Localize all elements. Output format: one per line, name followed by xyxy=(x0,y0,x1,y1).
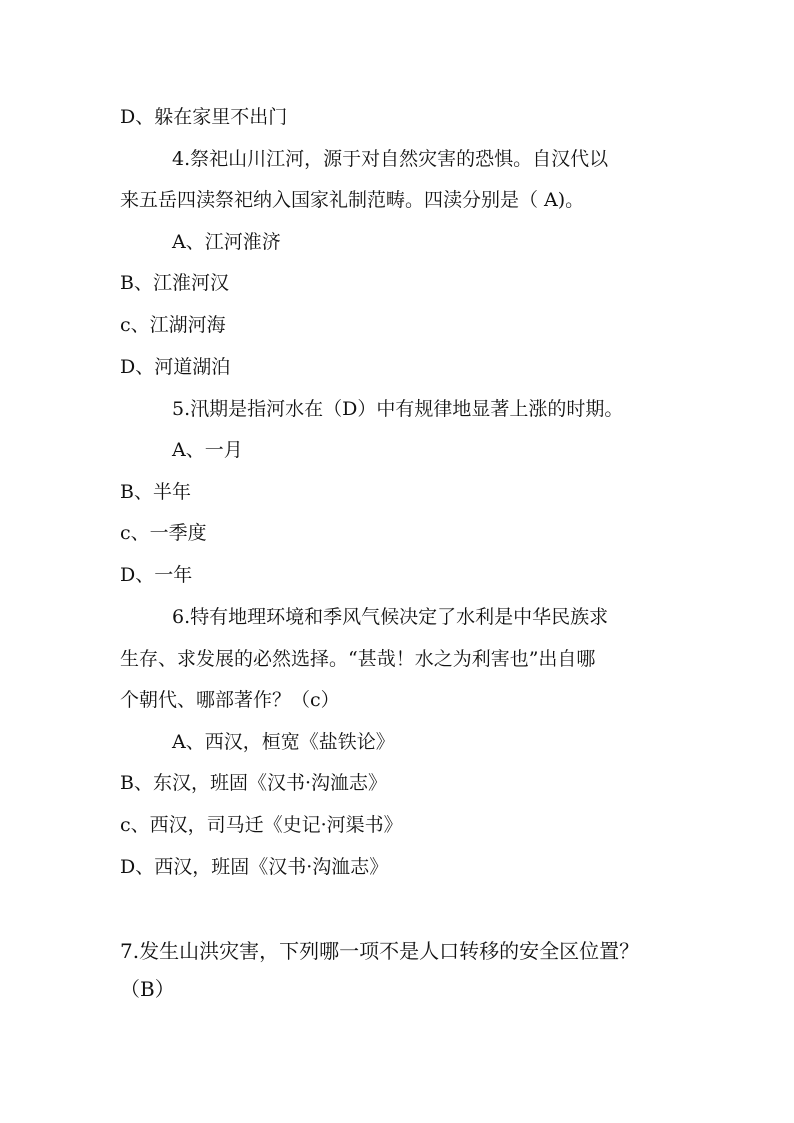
q5-option-d: D、一年 xyxy=(120,564,193,586)
q4-question-line-1: 4.祭祀山川江河，源于对自然灾害的恐惧。自汉代以 xyxy=(172,148,609,170)
q6-question-line-3: 个朝代、哪部著作？（c） xyxy=(120,689,340,711)
q7-question: 7.发生山洪灾害，下列哪一项不是人口转移的安全区位置？ xyxy=(120,939,640,963)
q3-option-d: D、躲在家里不出门 xyxy=(120,106,288,128)
q6-option-c: c、西汉，司马迁《史记·河渠书》 xyxy=(120,814,403,836)
q5-option-c: c、一季度 xyxy=(120,522,207,544)
q4-option-d: D、河道湖泊 xyxy=(120,356,231,378)
q6-option-b: B、东汉，班固《汉书·沟洫志》 xyxy=(120,772,388,794)
q6-option-d: D、西汉，班固《汉书·沟洫志》 xyxy=(120,856,389,878)
q5-question: 5.汛期是指河水在（D）中有规律地显著上涨的时期。 xyxy=(172,398,624,420)
q5-option-a: A、一月 xyxy=(172,439,243,461)
q4-option-a: A、江河淮济 xyxy=(172,231,281,253)
q6-question-line-2: 生存、求发展的必然选择。“甚哉！水之为利害也”出自哪 xyxy=(120,648,596,670)
q7-answer: （B） xyxy=(120,977,175,1001)
q6-question-line-1: 6.特有地理环境和季风气候决定了水利是中华民族求 xyxy=(172,606,609,628)
q4-option-c: c、江湖河海 xyxy=(120,314,226,336)
q4-question-line-2: 来五岳四渎祭祀纳入国家礼制范畴。四渎分别是（ A)。 xyxy=(120,189,585,211)
q4-option-b: B、江淮河汉 xyxy=(120,272,229,294)
q6-option-a: A、西汉，桓宽《盐铁论》 xyxy=(172,731,395,753)
q5-option-b: B、半年 xyxy=(120,481,191,503)
